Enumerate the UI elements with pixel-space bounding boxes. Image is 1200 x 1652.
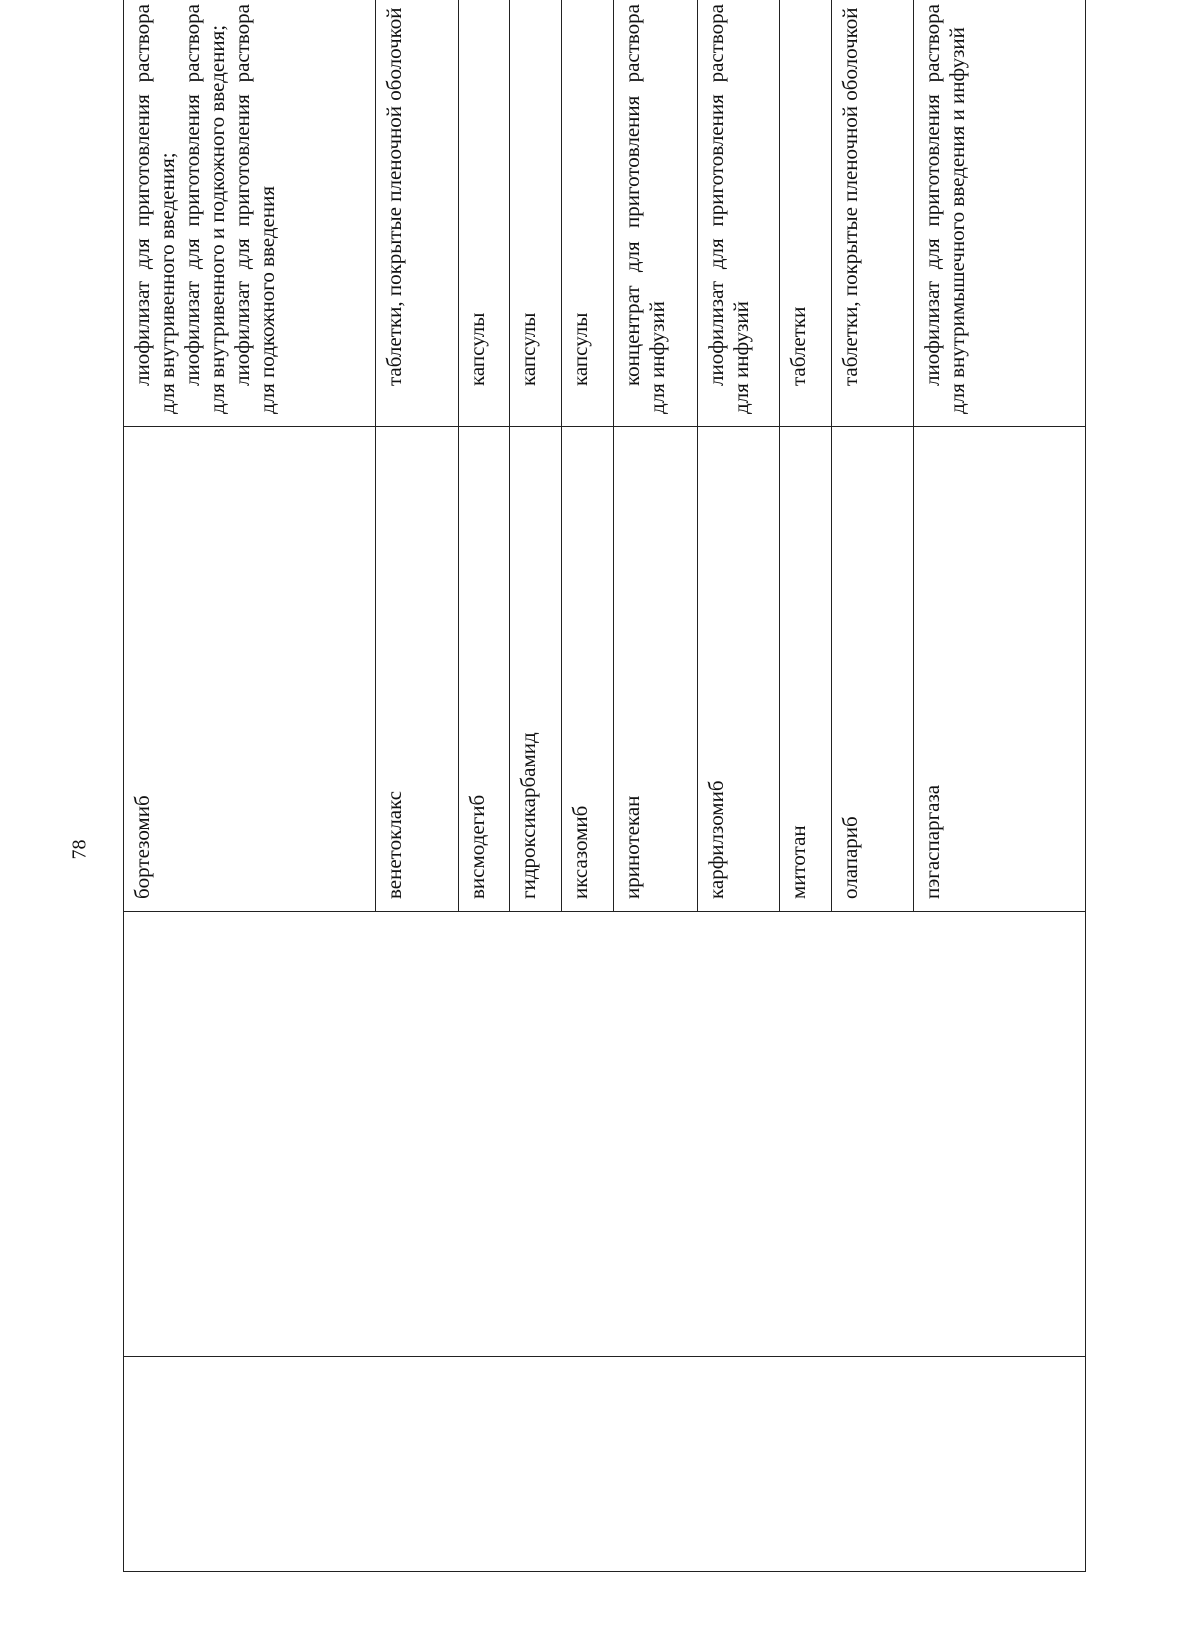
drug-name-cell: пэгаспаргаза <box>914 427 1086 912</box>
dosage-form-cell <box>832 0 914 427</box>
drug-table-container <box>123 4 1085 1572</box>
rotated-table-frame <box>123 4 1085 1572</box>
dosage-form-cell <box>124 0 376 427</box>
dosage-form-line: капсулы <box>516 312 540 386</box>
dosage-form-line: капсулы <box>568 312 592 386</box>
atc-code-cell <box>124 1357 1086 1572</box>
dosage-form-line: лиофилизат для приготовления раствора для внутримышечного введения и инфузий <box>920 4 969 414</box>
page-number: 78 <box>68 839 91 860</box>
dosage-form-cell <box>914 0 1086 427</box>
dosage-form-line: лиофилизат для приготовления раствора для подкожного введения <box>230 4 279 414</box>
dosage-form-cell <box>614 0 698 427</box>
dosage-form-cell <box>698 0 780 427</box>
drug-name-cell: иксазомиб <box>562 427 614 912</box>
dosage-form-cell <box>562 0 614 427</box>
table-row <box>124 0 376 1572</box>
dosage-form-line: таблетки, покрытые пленочной оболочкой <box>382 7 406 386</box>
dosage-form-line: лиофилизат для приготовления раствора для инфузий <box>704 4 753 414</box>
dosage-form-line: таблетки, покрытые пленочной оболочкой <box>838 7 862 386</box>
dosage-form-cell <box>459 0 510 427</box>
drug-table <box>123 0 1086 1572</box>
drug-name-cell: бортезомиб <box>124 427 376 912</box>
drug-name-cell: карфилзомиб <box>698 427 780 912</box>
dosage-form-line: таблетки <box>786 306 810 386</box>
dosage-form-line: концентрат для приготовления раствора для инфузий <box>620 4 669 414</box>
dosage-form-cell <box>510 0 562 427</box>
drug-name-cell: олапариб <box>832 427 914 912</box>
drug-name-cell: гидроксикарбамид <box>510 427 562 912</box>
dosage-form-line: капсулы <box>465 312 489 386</box>
drug-name-cell: иринотекан <box>614 427 698 912</box>
dosage-form-line: лиофилизат для приготовления раствора для внутривенного и подкожного введения; <box>180 4 229 414</box>
drug-name-cell: висмодегиб <box>459 427 510 912</box>
dosage-form-line: лиофилизат для приготовления раствора для внутривенного введения; <box>130 4 179 414</box>
dosage-form-cell <box>780 0 832 427</box>
drug-name-cell: венетоклакс <box>376 427 459 912</box>
drug-name-cell: митотан <box>780 427 832 912</box>
dosage-form-cell <box>376 0 459 427</box>
atc-group-cell <box>124 912 1086 1357</box>
